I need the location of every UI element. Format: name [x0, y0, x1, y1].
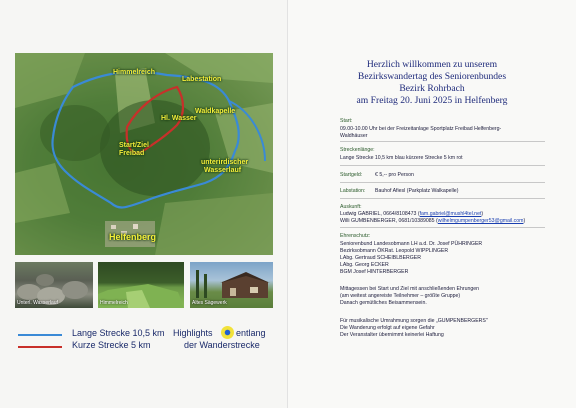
mittagessen-line: (am weitest angereiste Teilnehmer – größte Gruppe) — [340, 293, 461, 299]
map-label-start-ziel: Start/Ziel — [119, 142, 149, 149]
map-label-freibad: Freibad — [119, 150, 145, 157]
email-link-gabriel[interactable]: fam.gabriel@mushl4tel.net — [419, 211, 482, 217]
legend-long-line — [18, 334, 62, 336]
start-line-1: 09.00-10.00 Uhr bei der Freizeitanlage Sportplatz Freibad Helfenberg- — [340, 126, 502, 132]
title-line-2: Bezirkswandertag des Seniorenbundes — [357, 71, 507, 82]
title-line-4: am Freitag 20. Juni 2025 in Helfenberg — [356, 95, 508, 106]
auskunft-text: ) — [481, 211, 484, 217]
photo-saegewerk — [190, 262, 273, 308]
photo-wasserlauf — [15, 262, 93, 308]
legend-long-text: Lange Strecke 10,5 km — [72, 328, 165, 338]
legend-highlights: Highlights — [173, 328, 213, 338]
ehrenschutz-line: LAbg. Georg ECKER — [340, 262, 389, 268]
photo-caption: Himmelreich — [100, 300, 128, 306]
ehrenschutz-line: LAbg. Gertraud SCHEIBLBERGER — [340, 255, 422, 261]
auskunft-text: Ludwig GABRIEL, 0664/8108473 ( — [340, 211, 420, 217]
sun-icon — [221, 326, 234, 339]
startgeld-heading: Startgeld: — [340, 172, 363, 178]
legend-entlang: entlang — [236, 328, 266, 338]
auskunft-line-2 — [340, 218, 525, 224]
auskunft-text: Willi GUMBENBERGER, 0681/10389085 ( — [340, 218, 438, 224]
labstation-heading: Labstation: — [340, 188, 366, 194]
divider — [340, 165, 545, 166]
auskunft-heading: Auskunft: — [340, 204, 362, 210]
startgeld-value: € 5,-- pro Person — [375, 172, 414, 178]
musik-line: Für musikalische Umrahmung sorgen die „GUMPENBERGERS" — [340, 318, 488, 324]
map-label-wasserlauf: Wasserlauf — [204, 167, 242, 174]
photo-caption: Altes Sägewerk — [192, 300, 227, 306]
ehrenschutz-line: Seniorenbund Landesobmann LH a.d. Dr. Josef PÜHRINGER — [340, 241, 483, 247]
auskunft-text: ) — [523, 218, 526, 224]
legend-short-line — [18, 346, 62, 348]
divider — [340, 141, 545, 142]
mittagessen-line: Danach gemütliches Beisammensein. — [340, 300, 427, 306]
photo-caption: Unterl. Wasserlauf — [17, 300, 58, 306]
photo-himmelreich — [98, 262, 184, 308]
auskunft-line-1 — [340, 211, 483, 217]
divider — [340, 198, 545, 199]
labstation-value: Bauhof Afiesl (Parkplatz Walkapelle) — [375, 188, 459, 194]
legend-short-text: Kurze Strecke 5 km — [72, 340, 151, 350]
title-line-3: Bezirk Rohrbach — [399, 83, 465, 94]
map-label-himmelreich: Himmelreich — [113, 69, 156, 76]
start-heading: Start: — [340, 118, 353, 124]
legend-wanderstrecke: der Wanderstrecke — [184, 340, 260, 350]
divider — [340, 182, 545, 183]
map-label-unterirdischer: unterirdischer — [201, 159, 249, 166]
musik-line: Der Veranstalter übernimmt keinerlei Haftung — [340, 332, 444, 338]
map-label-waldkapelle: Waldkapelle — [195, 108, 236, 115]
email-link-gumbenberger[interactable]: wilhelmgumpenberger53@gmail.com — [437, 218, 524, 224]
right-page — [288, 0, 576, 408]
ehrenschutz-line: Bezirksobmann ÖKRat. Leopold WIPPLINGER — [340, 248, 449, 254]
title-line-1: Herzlich willkommen zu unserem — [366, 59, 498, 70]
start-line-2: Waldhäuser — [340, 133, 368, 139]
map-label-helfenberg: Helfenberg — [109, 232, 157, 242]
ehrenschutz-heading: Ehrenschutz: — [340, 233, 371, 239]
ehrenschutz-line: BGM Josef HINTERBERGER — [340, 269, 409, 275]
route-map — [15, 53, 273, 255]
map-label-hl-wasser: Hl. Wasser — [161, 115, 197, 122]
musik-line: Die Wanderung erfolgt auf eigene Gefahr — [340, 325, 435, 331]
strecken-heading: Streckenlänge: — [340, 147, 375, 153]
mittagessen-line: Mittagessen bei Start und Ziel mit anschließenden Ehrungen — [340, 286, 479, 292]
strecken-line: Lange Strecke 10,5 km blau kürzere Strecke 5 km rot — [340, 155, 463, 161]
divider — [340, 227, 545, 228]
map-label-labestation: Labestation — [182, 76, 222, 83]
